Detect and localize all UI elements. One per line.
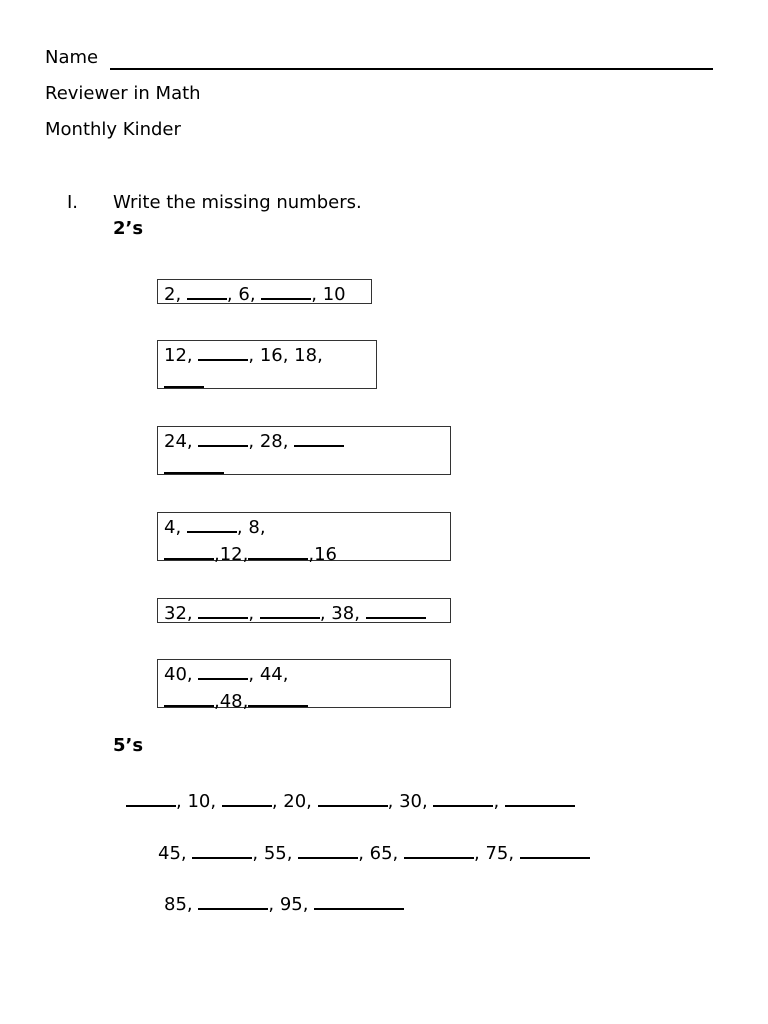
answer-blank[interactable]: [187, 513, 237, 533]
answer-blank[interactable]: [222, 787, 272, 807]
answer-blank[interactable]: [433, 787, 493, 807]
box-line: [164, 513, 450, 540]
sequence-text: ,48,: [214, 691, 249, 712]
box-line: [164, 540, 450, 567]
answer-blank[interactable]: [198, 341, 248, 361]
sequence-text: , 10: [311, 284, 346, 305]
answer-blank[interactable]: [314, 890, 404, 910]
fives-row-3: [164, 890, 404, 916]
grade-title: Monthly Kinder: [45, 119, 181, 140]
answer-blank[interactable]: [366, 599, 426, 619]
sequence-text: , 65,: [358, 843, 399, 864]
answer-blank[interactable]: [298, 839, 358, 859]
answer-blank[interactable]: [520, 839, 590, 859]
box-line: [164, 660, 450, 687]
sequence-text: , 16, 18,: [248, 345, 323, 366]
answer-blank[interactable]: [248, 687, 308, 707]
box-line: [164, 599, 450, 626]
sequence-text: ,12,: [214, 544, 249, 565]
answer-blank[interactable]: [192, 839, 252, 859]
sequence-text: 4,: [164, 517, 182, 538]
sequence-text: , 55,: [252, 843, 293, 864]
section-instruction: Write the missing numbers.: [113, 192, 362, 213]
sequence-text: , 95,: [268, 894, 309, 915]
fives-row-2: [158, 839, 590, 865]
answer-blank[interactable]: [318, 787, 388, 807]
sequence-box-6: [157, 659, 451, 712]
sequence-text: , 20,: [271, 791, 312, 812]
name-line[interactable]: [110, 68, 713, 70]
section-numeral: I.: [67, 192, 79, 213]
sequence-text: , 6,: [226, 284, 256, 305]
sequence-text: ,: [248, 603, 255, 624]
box-line: [164, 454, 450, 481]
sequence-box-5: [157, 598, 451, 623]
answer-blank[interactable]: [126, 787, 176, 807]
answer-blank[interactable]: [198, 427, 248, 447]
box-line: [164, 427, 450, 454]
fives-row-1: [126, 787, 575, 813]
answer-blank[interactable]: [248, 540, 308, 560]
answer-blank[interactable]: [505, 787, 575, 807]
sequence-text: , 10,: [176, 791, 217, 812]
sequence-box-2: [157, 340, 377, 389]
sequence-text: ,: [493, 791, 500, 812]
sequence-text: , 30,: [387, 791, 428, 812]
subject-title: Reviewer in Math: [45, 83, 201, 104]
sequence-text: ,16: [308, 544, 337, 565]
sequence-text: , 8,: [236, 517, 266, 538]
sequence-text: , 38,: [319, 603, 360, 624]
answer-blank[interactable]: [294, 427, 344, 447]
box-line: [164, 280, 371, 307]
answer-blank[interactable]: [261, 280, 311, 300]
sequence-box-1: [157, 279, 372, 304]
name-label: Name: [45, 47, 99, 68]
answer-blank[interactable]: [164, 687, 214, 707]
answer-blank[interactable]: [187, 280, 227, 300]
sequence-text: 24,: [164, 431, 193, 452]
answer-blank[interactable]: [198, 660, 248, 680]
sequence-text: 45,: [158, 843, 187, 864]
sequence-text: , 44,: [248, 664, 289, 685]
box-line: [164, 687, 450, 714]
answer-blank[interactable]: [260, 599, 320, 619]
fives-heading: 5’s: [113, 735, 144, 756]
sequence-box-3: [157, 426, 451, 475]
box-line: [164, 368, 376, 395]
sequence-box-4: [157, 512, 451, 565]
sequence-text: 32,: [164, 603, 193, 624]
answer-blank[interactable]: [404, 839, 474, 859]
answer-blank[interactable]: [164, 454, 224, 474]
box-line: [164, 341, 376, 368]
answer-blank[interactable]: [198, 890, 268, 910]
twos-heading: 2’s: [113, 218, 144, 239]
sequence-text: 85,: [164, 894, 193, 915]
answer-blank[interactable]: [164, 540, 214, 560]
answer-blank[interactable]: [164, 368, 204, 388]
sequence-text: 2,: [164, 284, 182, 305]
sequence-text: 40,: [164, 664, 193, 685]
answer-blank[interactable]: [198, 599, 248, 619]
sequence-text: 12,: [164, 345, 193, 366]
sequence-text: , 75,: [474, 843, 515, 864]
sequence-text: , 28,: [248, 431, 289, 452]
